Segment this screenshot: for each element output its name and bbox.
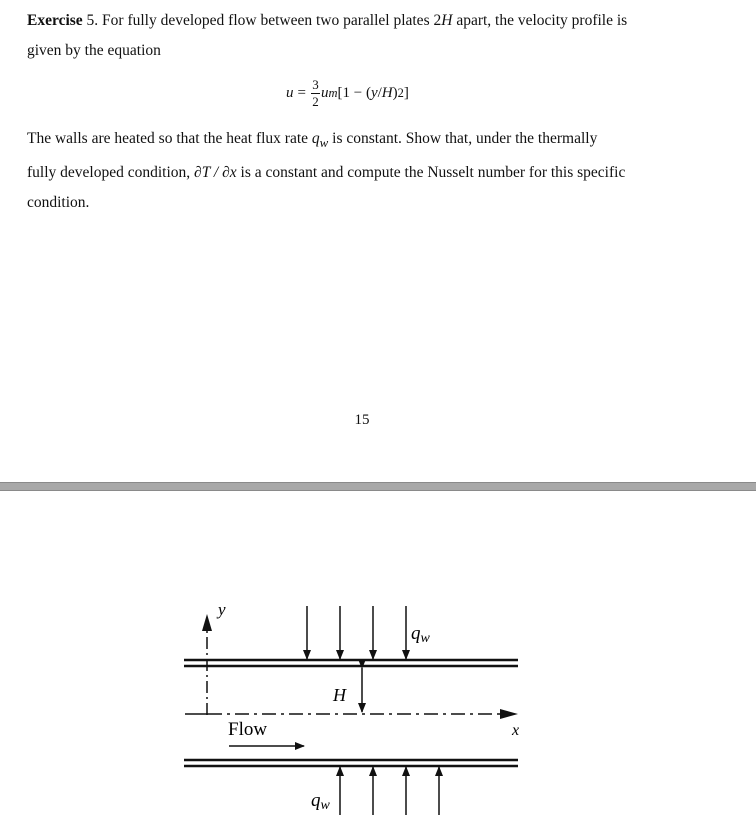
y-axis-arrow [202,614,212,631]
p2-qw: q [311,130,320,147]
x-axis-label: x [512,722,520,739]
page-number: 15 [354,412,370,428]
p2-text-e: condition. [27,194,90,212]
p2-text-a: The walls are heated so that the heat flux rate [27,130,312,147]
qw-bottom-label: qw [311,790,330,813]
eq-denominator: 2 [312,93,319,109]
y-axis-label: y [218,600,226,619]
p2-text-c: fully developed condition, [27,164,195,182]
h-label: H [333,685,346,705]
figure-page [0,491,756,831]
exercise-var-h: H [441,12,453,29]
heat-flux-paragraph [27,124,727,218]
velocity-equation [286,70,409,116]
page-separator [0,482,756,491]
exercise-text: . For fully developed flow between two parallel plates 2 [94,12,442,29]
eq-close: ) [392,84,398,101]
eq-um-sub: m [328,85,338,100]
eq-numerator: 3 [312,76,319,92]
eq-slash: / [377,84,382,101]
eq-bracket-close: ] [403,84,409,101]
p2-text-d: is a constant and compute the Nusselt number for this specific [236,164,626,182]
flow-label: Flow [228,719,268,740]
x-axis-arrow [500,709,518,719]
p2-dT: ∂T / ∂x [194,164,237,182]
eq-equals: = [297,84,306,101]
exercise-paragraph [27,6,727,66]
eq-fraction [311,78,320,109]
eq-um: u [320,84,329,101]
eq-y: y [370,84,378,101]
eq-bracket: [1 − ( [337,84,371,101]
exercise-label: Exercise [27,12,83,29]
p2-qw-sub: w [319,135,329,151]
parallel-plates-figure [0,491,756,831]
exercise-text-rest: apart, the velocity profile is [452,12,628,29]
p2-text-b: is constant. Show that, under the thermally [328,130,598,147]
exercise-line2: given by the equation [27,42,161,59]
eq-H: H [381,84,393,101]
eq-u: u [286,84,294,101]
eq-exp: 2 [397,85,404,100]
qw-top-label: qw [411,623,430,646]
exercise-number: 5 [86,12,95,29]
